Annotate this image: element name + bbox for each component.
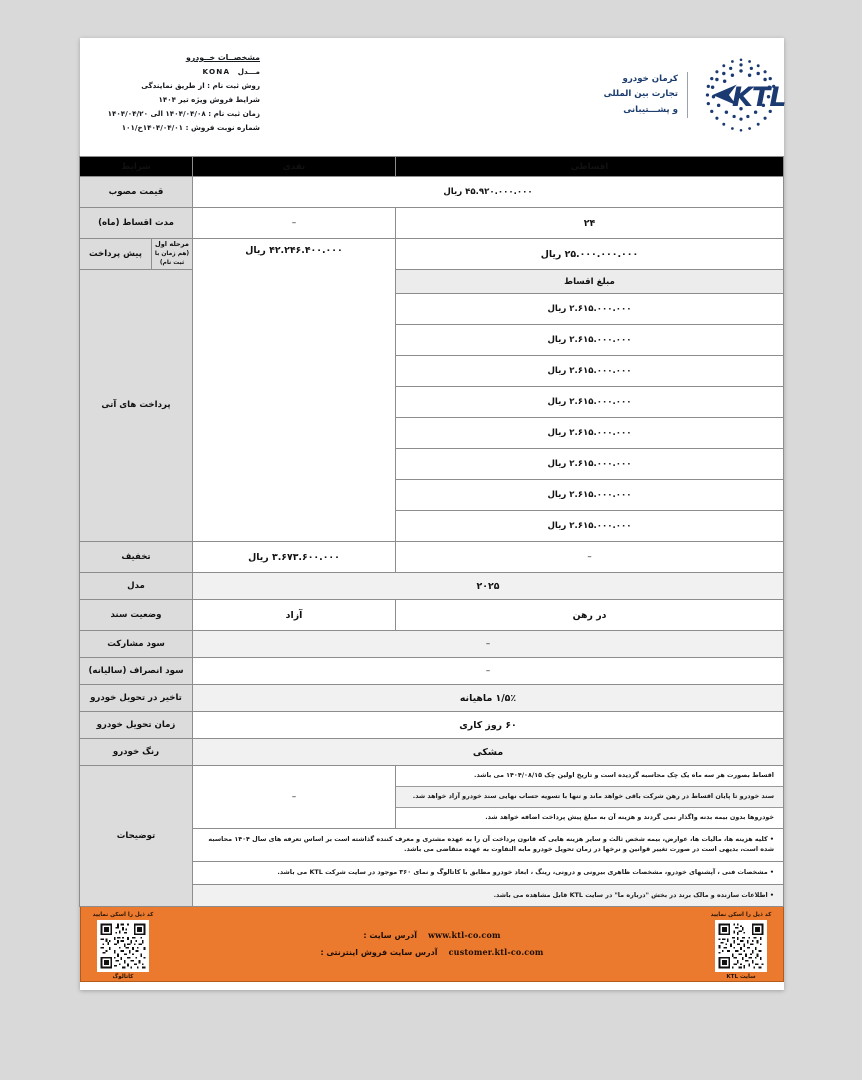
notes-container — [396, 766, 784, 829]
registration-period: زمان ثبت نام : ۱۴۰۴/۰۴/۰۸ الی ۱۴۰۴/۰۴/۲۰ — [107, 109, 260, 119]
discount-installment-value: – — [396, 542, 784, 573]
shop-label: آدرس سایت فروش اینترنتی : — [320, 948, 438, 958]
specs-title: مشخصــات خــودرو — [185, 53, 260, 62]
approved-price-value: ۴۵.۹۲۰.۰۰۰.۰۰۰ ریال — [193, 177, 784, 208]
column-header-installment: اقساطی — [396, 157, 784, 177]
notes-container-wide — [193, 884, 784, 907]
table-row — [79, 542, 783, 573]
table-row — [79, 573, 783, 600]
ktl-globe-icon — [698, 52, 784, 138]
sales-round: شماره نوبت فروش : ۱۴۰۴/۰۴/۰۱خ/۱۰۱ — [121, 123, 260, 133]
vehicle-color-value: مشکی — [193, 739, 784, 766]
table-row — [79, 239, 783, 270]
model-year-label: مدل — [79, 573, 192, 600]
qr-catalog-caption-top: کد ذیل را اسکن نمایید — [92, 912, 154, 919]
downpayment-label: پیش پرداخت — [79, 239, 151, 270]
company-name — [604, 72, 688, 117]
table-header-row — [79, 157, 783, 177]
note-item: خودروها بدون بیمه بدنه واگذار نمی گردند و هزینه آن به مبلغ پیش پرداخت اضافه خواهد شد. — [485, 812, 774, 821]
discount-cash-value: ۳.۶۷۳.۶۰۰.۰۰۰ ریال — [193, 542, 396, 573]
site-label: آدرس سایت : — [363, 931, 417, 941]
notes-cash-dash: – — [193, 766, 396, 829]
vehicle-color-label: رنگ خودرو — [79, 739, 192, 766]
stage-line2: (هم زمان با ثبت نام) — [154, 251, 190, 266]
price-sheet — [80, 38, 784, 990]
installment-amount: ۲.۶۱۵.۰۰۰.۰۰۰ ریال — [396, 294, 784, 325]
table-row — [79, 685, 783, 712]
notes-label: توضیحات — [79, 766, 192, 907]
site-url[interactable]: www.ktl-co.com — [428, 930, 501, 941]
table-row — [79, 631, 783, 658]
qr-catalog-caption-bottom: کاتالوگ — [112, 974, 134, 981]
table-row — [79, 739, 783, 766]
company-name-line1: کرمان خودرو — [622, 74, 678, 85]
installment-amount: ۲.۶۱۵.۰۰۰.۰۰۰ ریال — [396, 418, 784, 449]
sheet-header — [80, 38, 784, 156]
qr-site-block — [705, 912, 777, 980]
table-row — [79, 600, 783, 631]
installment-amount: ۲.۶۱۵.۰۰۰.۰۰۰ ریال — [396, 356, 784, 387]
installment-amount: ۲.۶۱۵.۰۰۰.۰۰۰ ریال — [396, 387, 784, 418]
delivery-delay-label: تاخیر در تحویل خودرو — [79, 685, 192, 712]
shop-url[interactable]: customer.ktl-co.com — [448, 947, 544, 958]
notes-container-wide — [193, 861, 784, 884]
model-line — [80, 65, 260, 79]
note-item: • کلیه هزینه ها، مالیات ها، عوارض، بیمه شخص ثالث و سایر هزینه هایی که قانون پرداخت آن را به عهده مشتری و معرف کننده گذاشته است بر اساس تعرفه های سال ۱۴۰۴ محاسبه شده است، بدیهی است در صورت تغییر قوانین و نرخها در زمان تحویل خودرو مابه التفاوت به عهده متقاضی می باشد. — [208, 834, 774, 853]
model-year-value: ۲۰۲۵ — [193, 573, 784, 600]
qr-site-caption-bottom: سایت KTL — [726, 974, 756, 981]
delivery-delay-value: ۱/۵٪ ماهیانه — [193, 685, 784, 712]
company-name-line2: تجارت بین المللی — [603, 89, 678, 100]
column-header-conditions: شرایط — [79, 157, 192, 177]
installment-months-value: ۲۴ — [396, 208, 784, 239]
table-row — [79, 270, 783, 294]
installment-amount: ۲.۶۱۵.۰۰۰.۰۰۰ ریال — [396, 480, 784, 511]
qr-site-caption-top: کد ذیل را اسکن نمایید — [710, 912, 772, 919]
column-header-cash: نقدی — [193, 157, 396, 177]
qr-catalog-icon[interactable] — [97, 920, 149, 972]
site-row — [320, 927, 543, 944]
footer-urls — [320, 927, 543, 962]
shop-row — [320, 944, 543, 961]
model-label: مـــدل — [237, 67, 260, 77]
stage-line1: مرحله اول — [154, 240, 189, 249]
qr-catalog-block — [87, 912, 159, 980]
model-value: KONA — [202, 67, 231, 77]
installment-amount: ۲.۶۱۵.۰۰۰.۰۰۰ ریال — [396, 325, 784, 356]
cancellation-profit-value: – — [193, 658, 784, 685]
installment-amount: ۲.۶۱۵.۰۰۰.۰۰۰ ریال — [396, 511, 784, 542]
doc-status-installment-value: در رهن — [396, 600, 784, 631]
downpayment-installment-value: ۲۵.۰۰۰.۰۰۰.۰۰۰ ریال — [396, 239, 784, 270]
participation-profit-label: سود مشارکت — [79, 631, 192, 658]
cash-months-value: – — [193, 208, 396, 239]
installment-amount: ۲.۶۱۵.۰۰۰.۰۰۰ ریال — [396, 449, 784, 480]
table-row — [79, 177, 783, 208]
participation-profit-value: – — [193, 631, 784, 658]
table-row — [79, 712, 783, 739]
vehicle-spec-header — [80, 38, 268, 135]
delivery-time-label: زمان تحویل خودرو — [79, 712, 192, 739]
company-name-line3: و پشـــتیبانی — [623, 104, 678, 115]
note-item: • مشخصات فنی ، آپشنهای خودرو، مشخصات ظاهری بیرونی و درونی، رینگ ، ابعاد خودرو مطابق با کاتالوگ و نمای ۳۶۰ موجود در سایت شرکت KTL می باشد. — [277, 867, 774, 876]
registration-method: روش ثبت نام : از طریق نمایندگی — [141, 81, 260, 91]
table-row — [79, 658, 783, 685]
ktl-wordmark: KTL — [732, 82, 786, 113]
qr-site-icon[interactable] — [715, 920, 767, 972]
discount-label: تخفیف — [79, 542, 192, 573]
note-item: اقساط بصورت هر سه ماه یک چک محاسبه گردیده است و تاریخ اولین چک ۱۴۰۴/۰۸/۱۵ می باشد. — [396, 766, 783, 787]
company-logo — [604, 52, 784, 138]
note-item: • اطلاعات سازنده و مالک برند در بخش "درباره ما" در سایت KTL قابل مشاهده می باشد. — [193, 885, 783, 907]
sales-terms: شرایط فروش ویژه تیر ۱۴۰۴ — [158, 95, 260, 105]
downpayment-stage-label — [152, 239, 193, 270]
approved-price-label: قیمت مصوب — [79, 177, 192, 208]
note-item: سند خودرو تا پایان اقساط در رهن شرکت باقی خواهد ماند و تنها با تسویه حساب نهایی سند خودرو آزاد خواهد شد. — [396, 787, 783, 808]
footer-bar — [80, 907, 784, 982]
future-payments-label: پرداخت های آتی — [79, 270, 192, 542]
installment-months-label: مدت اقساط (ماه) — [79, 208, 192, 239]
downpayment-cash-value: ۴۲.۲۴۶.۴۰۰.۰۰۰ ریال — [193, 239, 396, 542]
doc-status-label: وضعیت سند — [79, 600, 192, 631]
notes-container-wide — [193, 828, 784, 861]
delivery-time-value: ۶۰ روز کاری — [193, 712, 784, 739]
pricing-table — [79, 156, 784, 907]
table-row — [79, 208, 783, 239]
installments-amount-header: مبلغ اقساط — [396, 270, 784, 294]
notes-row — [79, 766, 783, 829]
cancellation-profit-label: سود انصراف (سالیانه) — [79, 658, 192, 685]
doc-status-cash-value: آزاد — [193, 600, 396, 631]
